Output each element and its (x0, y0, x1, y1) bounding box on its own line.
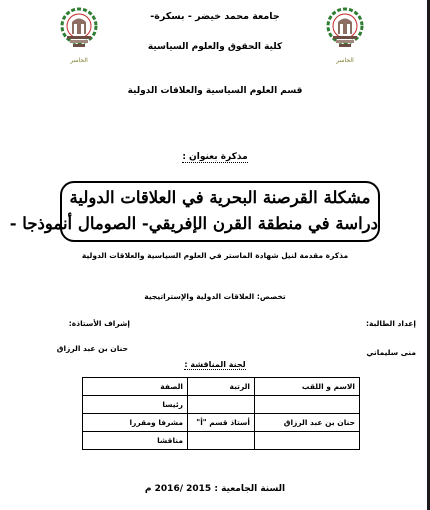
member-role: رئيسا (83, 396, 188, 414)
member-rank (188, 396, 255, 414)
committee-title: لجنة المناقشة : (184, 360, 246, 369)
supervisor-label: إشراف الأستاذة: (68, 319, 130, 328)
member-name: حنان بن عبد الرزاق (255, 414, 360, 432)
member-rank: أستاذ قسم "أ" (188, 414, 255, 432)
member-role: مناقشا (83, 432, 188, 450)
header-role: الصفة (83, 378, 188, 396)
memo-label: مذكرة بعنوان : (182, 152, 248, 162)
logo-caption-left: الحاسر (70, 57, 88, 64)
supervisor-name: حنان بن عبد الرزاق (56, 344, 128, 353)
thesis-title-line2: دراسة في منطقة القرن الإفريقي- الصومال أنموذجا - (9, 214, 378, 233)
thesis-title-box (9, 181, 380, 242)
academic-year: السنة الجامعية : 2015 /2016 م (144, 484, 286, 494)
committee-row (83, 432, 360, 450)
faculty-name: كلية الحقوق والعلوم السياسية (147, 42, 283, 52)
member-name (255, 432, 360, 450)
student-name: منى سليماني (366, 348, 416, 357)
specialization: تخصص: العلاقات الدولية والإستراتيجية (144, 292, 286, 301)
thesis-title-line1: مشكلة القرصنة البحرية في العلاقات الدولية (69, 188, 371, 207)
member-role: مشرفا ومقررا (83, 414, 188, 432)
committee-header-row (83, 378, 360, 396)
department-name: قسم العلوم السياسية والعلاقات الدولية (127, 86, 303, 96)
header-rank: الرتبة (188, 378, 255, 396)
member-name (255, 396, 360, 414)
committee-row (83, 414, 360, 432)
committee-table (82, 377, 360, 450)
student-label: إعداد الطالبة: (366, 319, 416, 328)
member-rank (188, 432, 255, 450)
header-name: الاسم و اللقب (255, 378, 360, 396)
university-name: جامعة محمد خيضر - بسكرة- (150, 11, 280, 22)
degree-text: مذكرة مقدمة لنيل شهادة الماستر في العلوم السياسية والعلاقات الدولية (81, 251, 349, 260)
logo-caption-right: الحاسر (336, 57, 354, 64)
committee-row (83, 396, 360, 414)
